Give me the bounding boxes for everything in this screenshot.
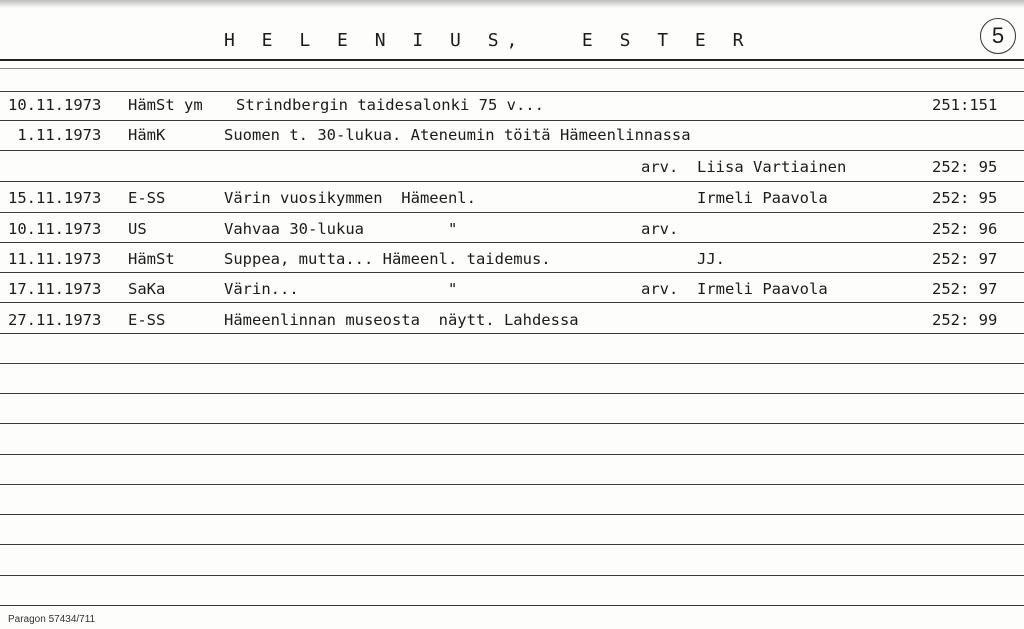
ruled-line	[0, 363, 1024, 364]
entry-source: HämK	[128, 126, 166, 144]
entry-date: 1.11.1973	[8, 126, 102, 144]
ruled-line	[0, 120, 1024, 121]
ruled-line	[0, 393, 1024, 394]
entry-reference: 252: 95	[932, 158, 998, 176]
scan-edge-shadow	[0, 0, 1024, 8]
entry-reference: 252: 96	[932, 220, 998, 238]
entry-source: E-SS	[128, 311, 166, 329]
entry-reference: 252: 99	[932, 311, 998, 329]
entry-date: 10.11.1973	[8, 96, 102, 114]
ruled-line	[0, 91, 1024, 92]
ruled-line	[0, 544, 1024, 545]
entry-date: 10.11.1973	[8, 220, 102, 238]
entry-date: 27.11.1973	[8, 311, 102, 329]
entry-reference: 252: 95	[932, 189, 998, 207]
card-number: 5	[991, 23, 1005, 48]
entry-title: Vahvaa 30-lukua "	[224, 220, 458, 238]
entry-date: 17.11.1973	[8, 280, 102, 298]
entry-date: 15.11.1973	[8, 189, 102, 207]
ruled-line	[0, 150, 1024, 151]
entry-source: E-SS	[128, 189, 166, 207]
ruled-line	[0, 454, 1024, 455]
entry-source: US	[128, 220, 147, 238]
ruled-line	[0, 272, 1024, 273]
entry-role: arv.	[641, 158, 679, 176]
ruled-line	[0, 68, 1024, 69]
ruled-line	[0, 423, 1024, 424]
entry-author: Irmeli Paavola	[697, 189, 828, 207]
ruled-line	[0, 242, 1024, 243]
ruled-line	[0, 333, 1024, 334]
entry-title: Värin vuosikymmen Hämeenl.	[224, 189, 476, 207]
entry-reference: 251:151	[932, 96, 998, 114]
entry-date: 11.11.1973	[8, 250, 102, 268]
entry-source: SaKa	[128, 280, 166, 298]
header-rule	[0, 59, 1024, 61]
entry-author: Irmeli Paavola	[697, 280, 828, 298]
entry-reference: 252: 97	[932, 280, 998, 298]
entry-source: HämSt	[128, 250, 175, 268]
entry-role: arv.	[641, 220, 679, 238]
entry-reference: 252: 97	[932, 250, 998, 268]
entry-title: Suppea, mutta... Hämeenl. taidemus.	[224, 250, 551, 268]
entry-author: Liisa Vartiainen	[697, 158, 847, 176]
entry-source: HämSt ym	[128, 96, 203, 114]
entry-author: JJ.	[697, 250, 725, 268]
card-number-circle	[980, 18, 1016, 54]
entry-title: Strindbergin taidesalonki 75 v...	[236, 96, 544, 114]
entry-title: Suomen t. 30-lukua. Ateneumin töitä Hämeenlinnassa	[224, 126, 691, 144]
entry-title: Hämeenlinnan museosta näytt. Lahdessa	[224, 311, 579, 329]
ruled-line	[0, 484, 1024, 485]
ruled-line	[0, 212, 1024, 213]
ruled-line	[0, 302, 1024, 303]
print-code: Paragon 57434/711	[8, 614, 96, 625]
ruled-line	[0, 605, 1024, 606]
ruled-line	[0, 514, 1024, 515]
entry-role: arv.	[641, 280, 679, 298]
entry-title: Värin... "	[224, 280, 458, 298]
card-heading: H E L E N I U S, E S T E R	[224, 30, 752, 51]
ruled-line	[0, 181, 1024, 182]
ruled-line	[0, 575, 1024, 576]
